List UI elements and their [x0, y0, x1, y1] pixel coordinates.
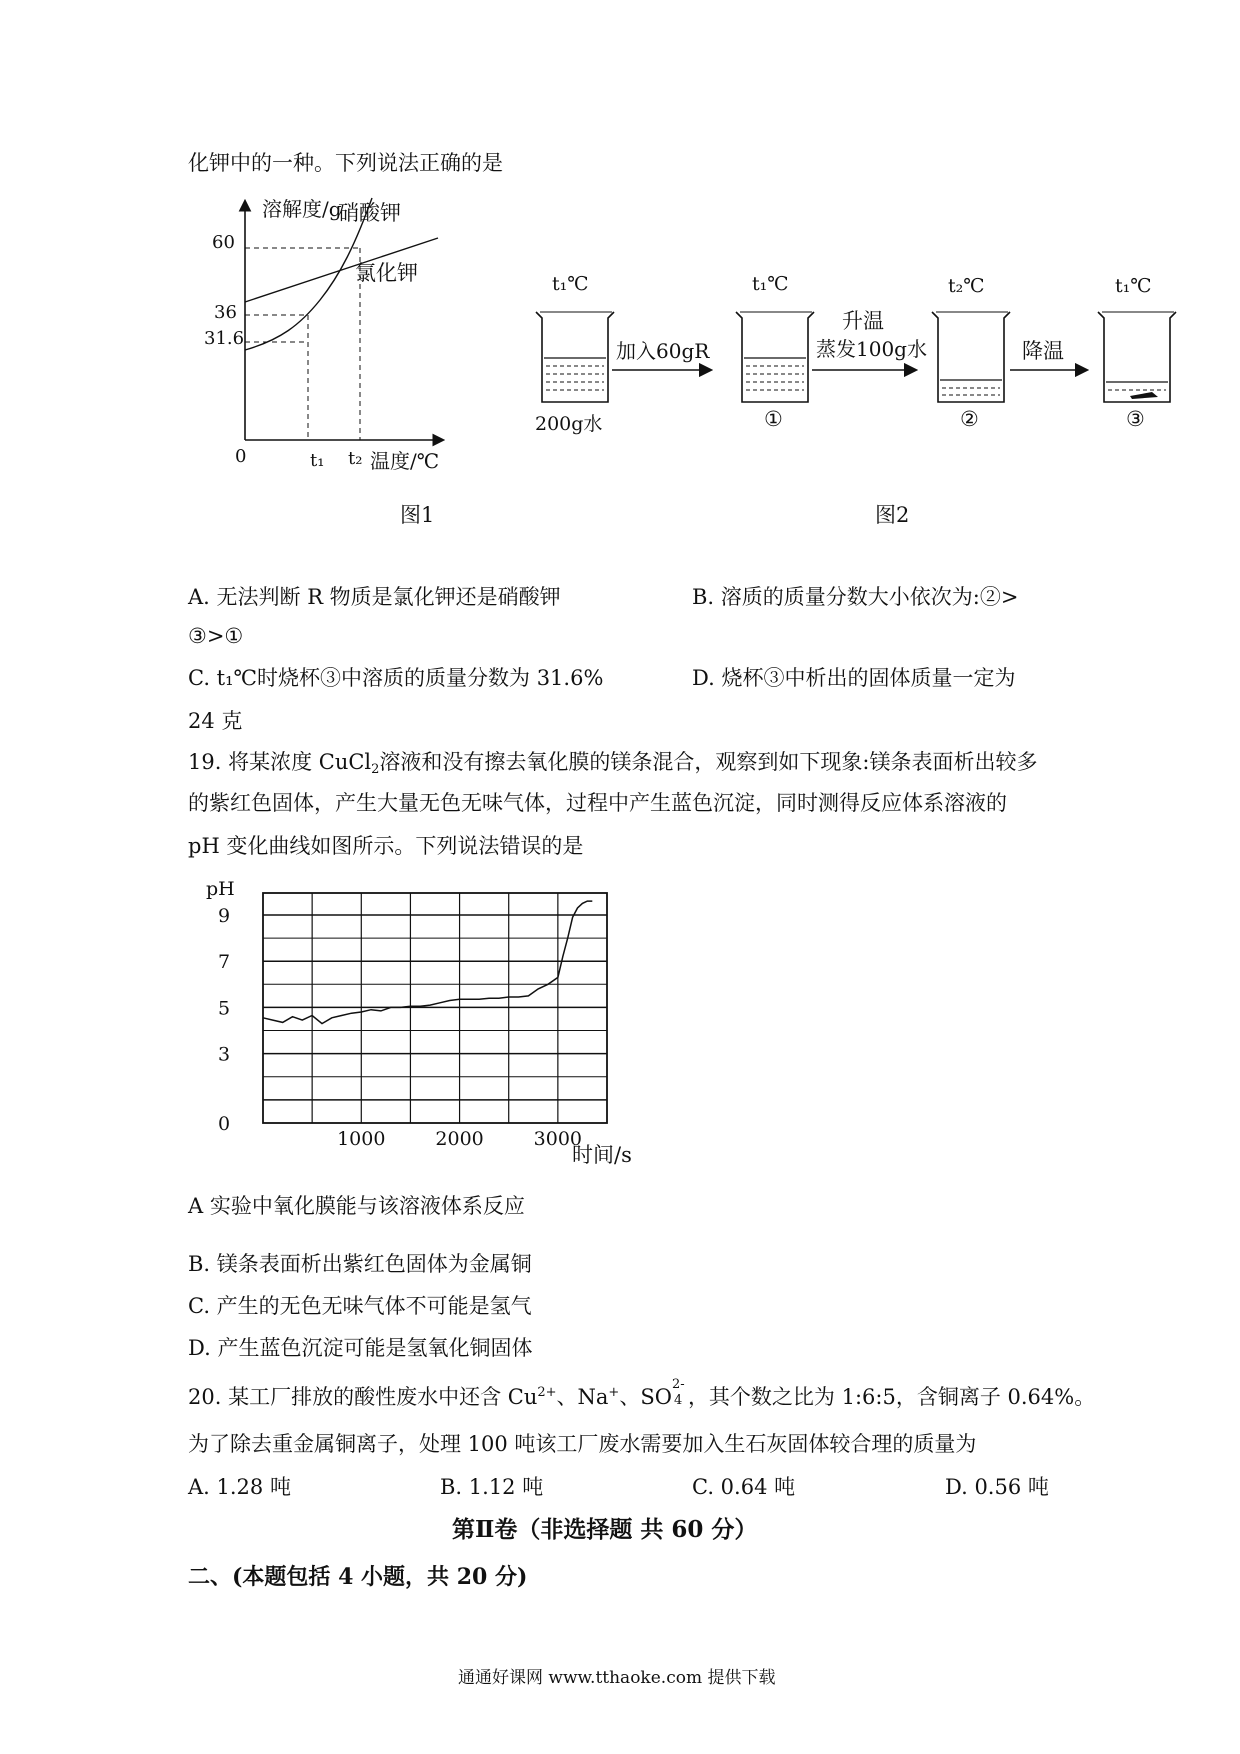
kcl-label: 氯化钾 [355, 261, 418, 285]
q18-option-d: D. 烧杯③中析出的固体质量一定为 [692, 666, 1016, 690]
temp-label-2: t₁℃ [752, 273, 789, 295]
question-intro-line: 化钾中的一种。下列说法正确的是 [188, 151, 503, 175]
beaker-1-label: ① [764, 407, 783, 431]
step-1-label: 加入60gR [616, 339, 710, 363]
section-2-title: 第Ⅱ卷（非选择题 共 60 分） [452, 1516, 758, 1543]
q19-option-c: C. 产生的无色无味气体不可能是氢气 [188, 1294, 532, 1318]
x-tick-label: 1000 [337, 1128, 386, 1150]
beaker-2-label: ② [960, 407, 979, 431]
step-2-bottom-label: 蒸发100g水 [816, 337, 927, 361]
q19-line-3: pH 变化曲线如图所示。下列说法错误的是 [188, 834, 584, 858]
y-tick-60: 60 [212, 232, 235, 253]
q19-option-a: A 实验中氧化膜能与该溶液体系反应 [188, 1194, 525, 1218]
page-footer: 通通好课网 www.tthaoke.com 提供下载 [458, 1668, 776, 1688]
q20-option-c: C. 0.64 吨 [692, 1475, 796, 1499]
x-tick-label: 2000 [435, 1128, 484, 1150]
q20-option-a: A. 1.28 吨 [188, 1475, 291, 1499]
y-tick-36: 36 [214, 302, 237, 323]
q18-option-a: A. 无法判断 R 物质是氯化钾还是硝酸钾 [188, 585, 561, 609]
q19-option-b: B. 镁条表面析出紫红色固体为金属铜 [188, 1252, 532, 1276]
q19-line-1: 19. 将某浓度 CuCl$_2$溶液和没有擦去氧化膜的镁条混合，观察到如下现象:镁条表面析出较多 [188, 750, 1038, 777]
y-tick-label: 7 [218, 951, 231, 974]
beaker-3-label: ③ [1126, 407, 1145, 431]
q20-line-1: 20. 某工厂排放的酸性废水中还含 $Cu^{2+}$、Na+、SO 2- 4 ，其个数之比为 1:6:5，含铜离子 0.64%。 [188, 1377, 1096, 1409]
x-axis-label: 温度/℃ [370, 449, 440, 473]
q18-option-b: B. 溶质的质量分数大小依次为:②> [692, 585, 1019, 609]
temp-label-3: t₂℃ [948, 275, 985, 297]
q18-option-b-continued: ③>① [188, 624, 244, 648]
temp-label-1: t₁℃ [552, 273, 589, 295]
q18-option-d-continued: 24 克 [188, 709, 243, 733]
figure-2-caption: 图2 [875, 503, 910, 527]
y-tick-31-6: 31.6 [204, 328, 245, 349]
y-tick-label: 3 [218, 1043, 231, 1066]
figure-2-beaker-diagram [520, 270, 1200, 440]
q19-option-d: D. 产生蓝色沉淀可能是氢氧化铜固体 [188, 1336, 533, 1360]
beaker-initial [536, 312, 614, 402]
step-2-top-label: 升温 [842, 309, 884, 333]
part-2-heading: 二、(本题包括 4 小题，共 20 分) [188, 1564, 528, 1590]
q18-option-c: C. t₁℃时烧杯③中溶质的质量分数为 31.6% [188, 666, 604, 690]
q20-line-2: 为了除去重金属铜离子，处理 100 吨该工厂废水需要加入生石灰固体较合理的质量为 [188, 1432, 977, 1456]
x-tick-t2: t₂ [348, 448, 363, 469]
x-tick-t1: t₁ [310, 450, 325, 471]
y-tick-label: 5 [218, 997, 231, 1020]
figure-1-solubility-chart [180, 190, 480, 480]
x-tick-label: 3000 [533, 1128, 583, 1150]
step-3-label: 降温 [1022, 339, 1064, 363]
q20-option-b: B. 1.12 吨 [440, 1475, 544, 1499]
y-tick-label: 9 [218, 904, 231, 927]
kno3-label: 硝酸钾 [338, 201, 401, 225]
beaker-3 [1098, 312, 1176, 402]
beaker-2 [932, 312, 1010, 402]
ph-time-chart [200, 875, 700, 1165]
beaker-1 [736, 312, 814, 402]
q19-line-2: 的紫红色固体，产生大量无色无味气体，过程中产生蓝色沉淀，同时测得反应体系溶液的 [188, 791, 1007, 815]
chart-x-label: 时间/s [572, 1143, 632, 1165]
y-tick-label: 0 [218, 1113, 231, 1135]
q20-option-d: D. 0.56 吨 [945, 1475, 1049, 1499]
chart-y-label: pH [206, 878, 235, 900]
figure-1-caption: 图1 [400, 503, 435, 527]
temp-label-4: t₁℃ [1115, 275, 1152, 297]
y-axis-label: 溶解度/g [262, 197, 342, 221]
chart-grid [263, 893, 607, 1123]
water-label: 200g水 [535, 413, 603, 435]
origin-label: 0 [235, 446, 247, 467]
